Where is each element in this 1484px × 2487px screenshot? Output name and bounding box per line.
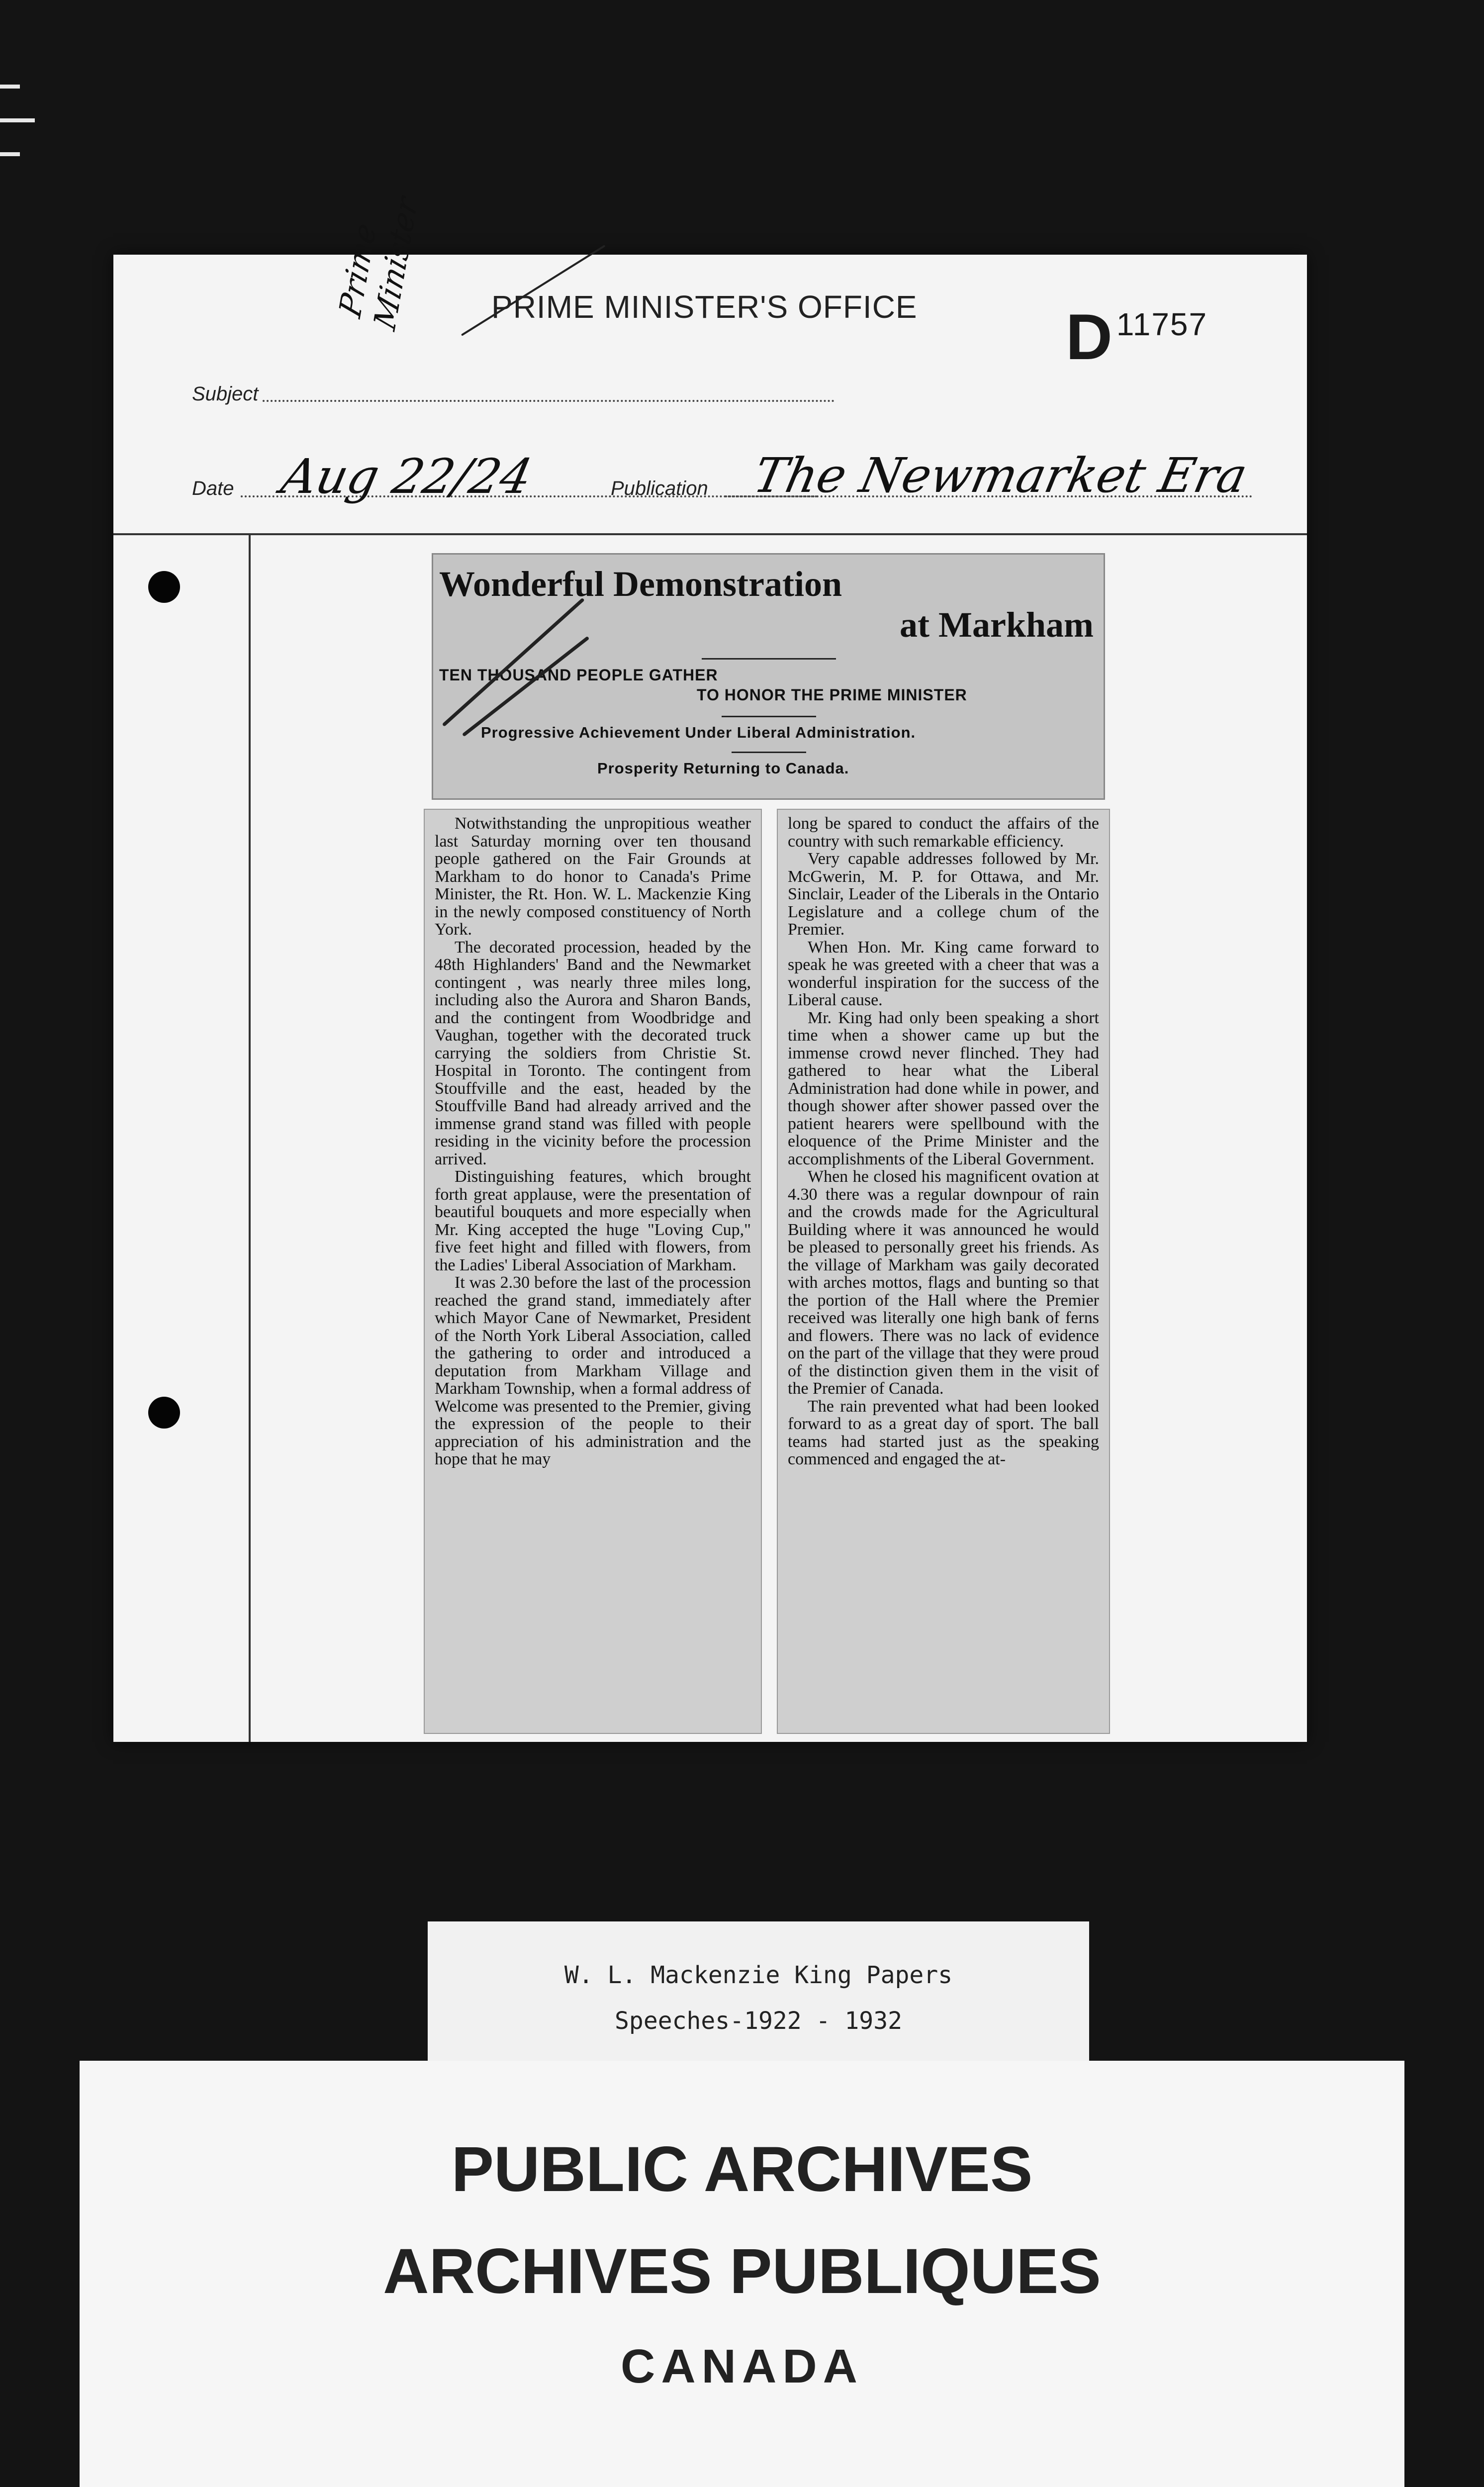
form-rule: [113, 533, 1307, 535]
headline-divider: [722, 716, 816, 717]
form-margin-rule: [249, 533, 251, 1742]
headline-divider: [732, 752, 806, 753]
paragraph: It was 2.30 before the last of the procession reached the grand stand, immediately after which Mayor Cane of Newmarket, President of the North York Liberal Association, called the gathering to order and introduced a deputation from Markham Village and Markham Township, when a formal address of Welcome was presented to the Premier, giving the expression of the people to their appreciation of his administration and the hope that he may: [435, 1273, 751, 1468]
subhead-1a: TEN THOUSAND PEOPLE GATHER: [439, 666, 718, 684]
archives-english: PUBLIC ARCHIVES: [451, 2134, 1033, 2205]
article-column-left: [424, 809, 762, 1734]
pmo-clipping-form: [113, 191, 1307, 1742]
punch-hole: [148, 571, 180, 603]
film-mark: [0, 85, 20, 89]
paragraph: Very capable addresses followed by Mr. McGwerin, M. P. for Ottawa, and Mr. Sinclair, Leader of the Liberals in the Ontario Legislature and a college chum of the Premier.: [788, 850, 1099, 939]
clipping-headline: [432, 553, 1105, 800]
paragraph: The decorated procession, headed by the 48th Highlanders' Band and the Newmarket contingent , was nearly three miles long, including also the Aurora and Sharon Bands, and the contingent from Woodbridge and Vaughan, together with the decorated truck carrying the soldiers from Christie St. Hospital in Toronto. The contingent from Stouffville and the east, headed by the Stouffville Band had already arrived and the immense grand stand was filled with people residing in the vicinity before the procession arrived.: [435, 938, 751, 1168]
subject-label: Subject: [192, 383, 259, 405]
headline-line2: at Markham: [900, 605, 1094, 645]
document-number: [1066, 299, 1207, 374]
archives-card: [80, 2061, 1404, 2487]
pen-stroke: [442, 598, 585, 727]
publication-label: Publication: [611, 478, 708, 499]
archives-country: CANADA: [621, 2340, 863, 2393]
film-mark: [0, 152, 20, 156]
paragraph: When he closed his magnificent ovation at 4.30 there was a regular downpour of rain and the crowds made for the Agricultural Building where it was announced he would be pleased to personally greet his friends. As the village of Markham was gaily decorated with arches mottos, flags and bunting so that the portion of the Hall where the Premier received was literally one high bank of ferns and flowers. There was no lack of evidence on the part of the village that they were proud of the distinction given them in the visit of the Premier of Canada.: [788, 1167, 1099, 1398]
article-column-right: [777, 809, 1110, 1734]
archives-french: ARCHIVES PUBLIQUES: [383, 2236, 1101, 2307]
headline-line1: Wonderful Demonstration: [439, 564, 842, 604]
date-value: Aug 22/24: [277, 449, 537, 504]
paragraph: Notwithstanding the unpropitious weather last Saturday morning over ten thousand people gathered on the Fair Grounds at Markham to do honor to Canada's Prime Minister, the Rt. Hon. W. L. Mackenzie King in the newly composed constituency of North York.: [435, 814, 751, 939]
paragraph: When Hon. Mr. King came forward to speak he was greeted with a cheer that was a wonderful inspiration for the success of the Liberal cause.: [788, 938, 1099, 1009]
paragraph: long be spared to conduct the affairs of the country with such remarkable efficiency.: [788, 814, 1099, 851]
form-title: PRIME MINISTER'S OFFICE: [491, 289, 918, 325]
date-label: Date: [192, 478, 234, 499]
collection-name: W. L. Mackenzie King Papers: [564, 1961, 953, 1989]
subject-handwriting: Prime Minister: [332, 191, 425, 335]
subhead-1b: TO HONOR THE PRIME MINISTER: [697, 686, 967, 704]
subhead-3: Prosperity Returning to Canada.: [597, 760, 849, 777]
collection-series: Speeches-1922 - 1932: [615, 2007, 902, 2035]
punch-hole: [148, 1397, 180, 1429]
film-mark: [0, 118, 35, 122]
document-prefix: D: [1066, 300, 1113, 373]
headline-divider: [702, 658, 836, 660]
paragraph: Distinguishing features, which brought forth great applause, were the presentation of beautiful bouquets and more especially when Mr. King accepted the huge "Loving Cup," five feet hight and filled with flowers, from the Ladies' Liberal Association of Markham.: [435, 1167, 751, 1274]
publication-value: The Newmarket Era: [749, 448, 1252, 503]
subject-line: [263, 400, 835, 402]
subhead-2: Progressive Achievement Under Liberal Administration.: [481, 724, 916, 741]
collection-label: [428, 1921, 1089, 2061]
paragraph: The rain prevented what had been looked forward to as a great day of sport. The ball teams had started just as the speaking commenced and engaged the at-: [788, 1397, 1099, 1468]
paragraph: Mr. King had only been speaking a short time when a shower came up but the immense crowd never flinched. They had gathered to hear what the Liberal Administration had done while in power, and though shower after shower passed over the patient hearers were spellbound with the eloquence of the Prime Minister and the accomplishments of the Liberal Government.: [788, 1008, 1099, 1168]
document-number-digits: 11757: [1116, 306, 1208, 342]
